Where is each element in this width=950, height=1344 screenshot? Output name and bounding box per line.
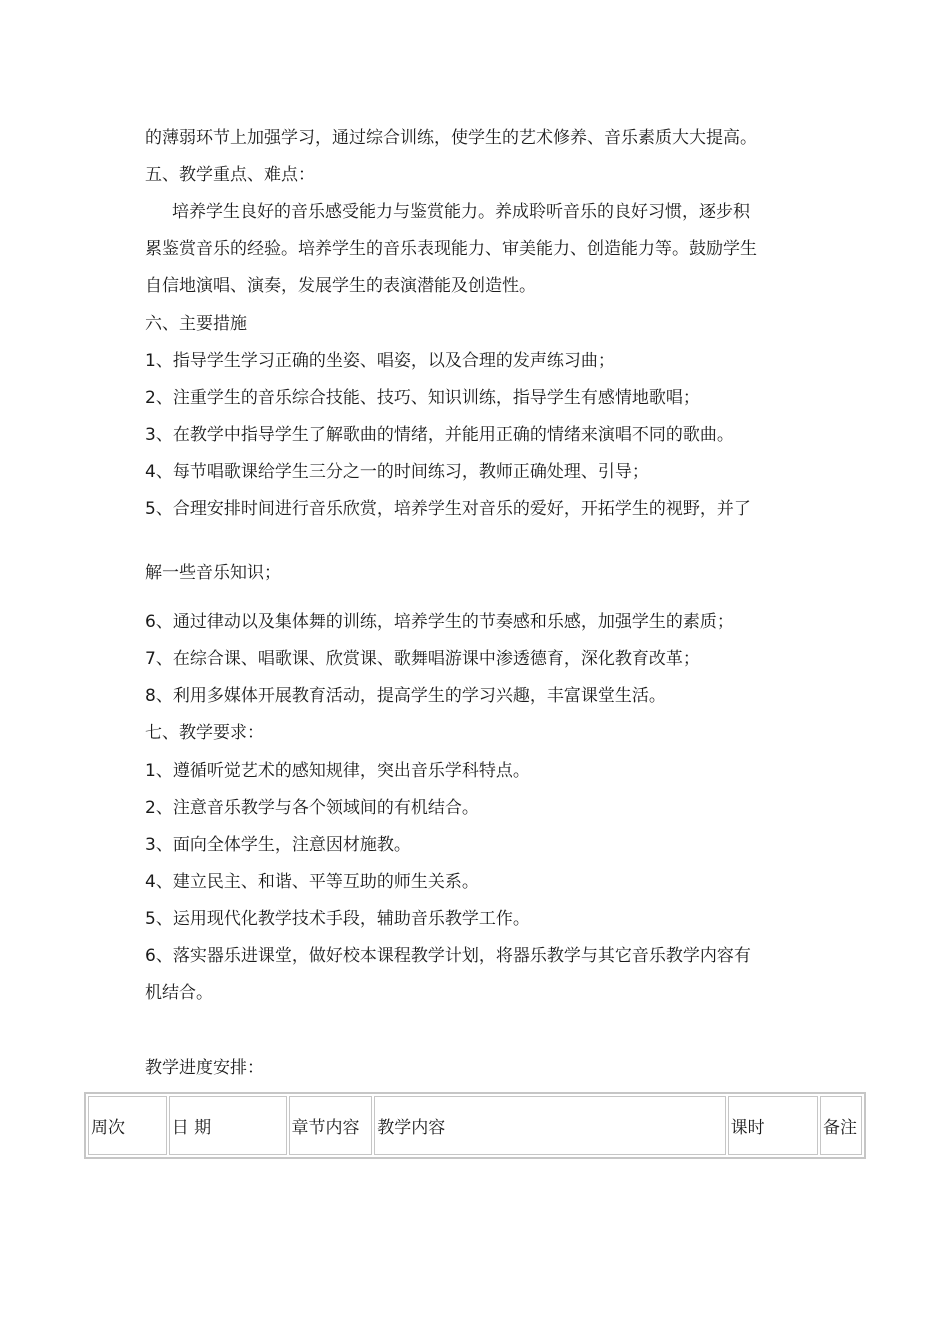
section-heading-7: 七、教学要求： xyxy=(145,723,264,743)
list-item: 6、落实器乐进课堂，做好校本课程教学计划，将器乐教学与其它音乐教学内容有 xyxy=(145,946,751,966)
list-item: 6、通过律动以及集体舞的训练，培养学生的节奏感和乐感，加强学生的素质； xyxy=(145,612,734,632)
list-item: 1、遵循听觉艺术的感知规律，突出音乐学科特点。 xyxy=(145,761,530,781)
table-header-cell: 日 期 xyxy=(169,1096,287,1155)
list-item: 4、每节唱歌课给学生三分之一的时间练习，教师正确处理、引导； xyxy=(145,462,649,482)
list-item: 1、指导学生学习正确的坐姿、唱姿，以及合理的发声练习曲； xyxy=(145,351,615,371)
list-item: 3、面向全体学生，注意因材施教。 xyxy=(145,835,411,855)
list-item: 3、在教学中指导学生了解歌曲的情绪，并能用正确的情绪来演唱不同的歌曲。 xyxy=(145,425,734,445)
section-heading-6: 六、主要措施 xyxy=(145,314,247,334)
schedule-table xyxy=(84,1092,866,1159)
list-item-continuation: 机结合。 xyxy=(145,983,213,1003)
list-item: 5、合理安排时间进行音乐欣赏，培养学生对音乐的爱好，开拓学生的视野，并了 xyxy=(145,499,751,519)
table-header-cell: 备注 xyxy=(820,1096,862,1155)
list-item: 8、利用多媒体开展教育活动，提高学生的学习兴趣，丰富课堂生活。 xyxy=(145,686,666,706)
list-item: 2、注重学生的音乐综合技能、技巧、知识训练，指导学生有感情地歌唱； xyxy=(145,388,700,408)
table-header-row xyxy=(88,1096,862,1155)
section-heading-5: 五、教学重点、难点： xyxy=(145,165,315,185)
paragraph-line: 培养学生良好的音乐感受能力与鉴赏能力。养成聆听音乐的良好习惯，逐步积 xyxy=(172,202,750,222)
paragraph-line: 自信地演唱、演奏，发展学生的表演潜能及创造性。 xyxy=(145,276,536,296)
list-item: 4、建立民主、和谐、平等互助的师生关系。 xyxy=(145,872,479,892)
paragraph-line: 累鉴赏音乐的经验。培养学生的音乐表现能力、审美能力、创造能力等。鼓励学生 xyxy=(145,239,757,259)
paragraph-line: 的薄弱环节上加强学习，通过综合训练，使学生的艺术修养、音乐素质大大提高。 xyxy=(145,128,757,148)
table-header-cell: 课时 xyxy=(728,1096,818,1155)
table-header-cell: 教学内容 xyxy=(374,1096,725,1155)
schedule-title: 教学进度安排： xyxy=(145,1058,264,1078)
table-header-cell: 章节内容 xyxy=(289,1096,373,1155)
table-header-cell: 周次 xyxy=(88,1096,167,1155)
list-item: 5、运用现代化教学技术手段，辅助音乐教学工作。 xyxy=(145,909,530,929)
list-item: 2、注意音乐教学与各个领域间的有机结合。 xyxy=(145,798,479,818)
list-item: 7、在综合课、唱歌课、欣赏课、歌舞唱游课中渗透德育，深化教育改革； xyxy=(145,649,700,669)
list-item-continuation: 解一些音乐知识； xyxy=(145,563,281,583)
